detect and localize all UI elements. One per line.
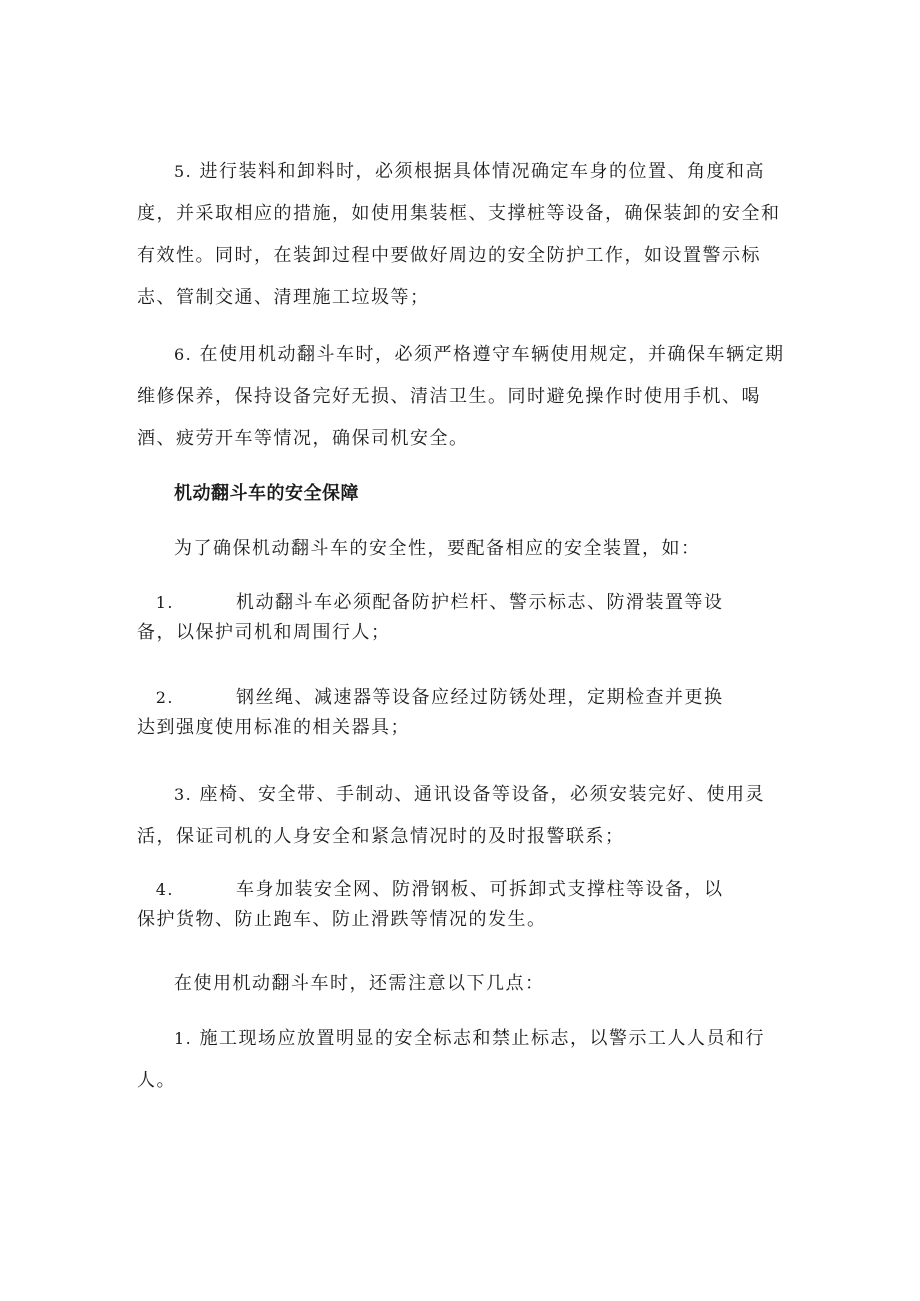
item-number: 1. — [174, 1029, 193, 1048]
item-number: 3. — [174, 785, 193, 804]
paragraph-item-6 — [137, 334, 787, 460]
section-heading: 机动翻斗车的安全保障 — [174, 483, 359, 504]
item-number: 4. — [155, 880, 174, 899]
item-number: 1. — [155, 593, 174, 612]
item-number: 6. — [174, 345, 193, 364]
item-text-line1: 车身加装安全网、防滑钢板、可拆卸式支撑柱等设备，以 — [236, 879, 724, 900]
list-item-1 — [137, 582, 787, 654]
note-item-1 — [137, 1018, 787, 1102]
item-text-line2: 备，以保护司机和周围行人； — [137, 622, 391, 643]
paragraph-item-5 — [137, 151, 787, 319]
item-text-line1: 钢丝绳、减速器等设备应经过防锈处理，定期检查并更换 — [236, 687, 724, 708]
list-item-2 — [137, 677, 787, 749]
notes-intro-paragraph: 在使用机动翻斗车时，还需注意以下几点： — [174, 973, 545, 994]
list-item-3 — [137, 774, 787, 858]
item-number: 5. — [174, 162, 193, 181]
item-text: 在使用机动翻斗车时，必须严格遵守车辆使用规定，并确保车辆定期维修保养，保持设备完好无损、清洁卫生。同时避免操作时使用手机、喝酒、疲劳开车等情况，确保司机安全。 — [137, 344, 785, 449]
item-text: 座椅、安全带、手制动、通讯设备等设备，必须安装完好、使用灵活，保证司机的人身安全和紧急情况时的及时报警联系； — [137, 784, 765, 847]
item-text: 施工现场应放置明显的安全标志和禁止标志，以警示工人人员和行人。 — [137, 1028, 765, 1091]
list-item-4 — [137, 869, 787, 941]
item-text: 进行装料和卸料时，必须根据具体情况确定车身的位置、角度和高度，并采取相应的措施，如使用集装框、支撑桩等设备，确保装卸的安全和有效性。同时，在装卸过程中要做好周边的安全防护工作，如设置警示标志、管制交通、清理施工垃圾等； — [137, 161, 781, 308]
item-text-line2: 达到强度使用标准的相关器具； — [137, 717, 410, 738]
item-text-line1: 机动翻斗车必须配备防护栏杆、警示标志、防滑装置等设 — [236, 592, 724, 613]
intro-paragraph: 为了确保机动翻斗车的安全性，要配备相应的安全装置，如： — [174, 538, 701, 559]
item-text-line2: 保护货物、防止跑车、防止滑跌等情况的发生。 — [137, 909, 547, 930]
item-number: 2. — [155, 688, 174, 707]
